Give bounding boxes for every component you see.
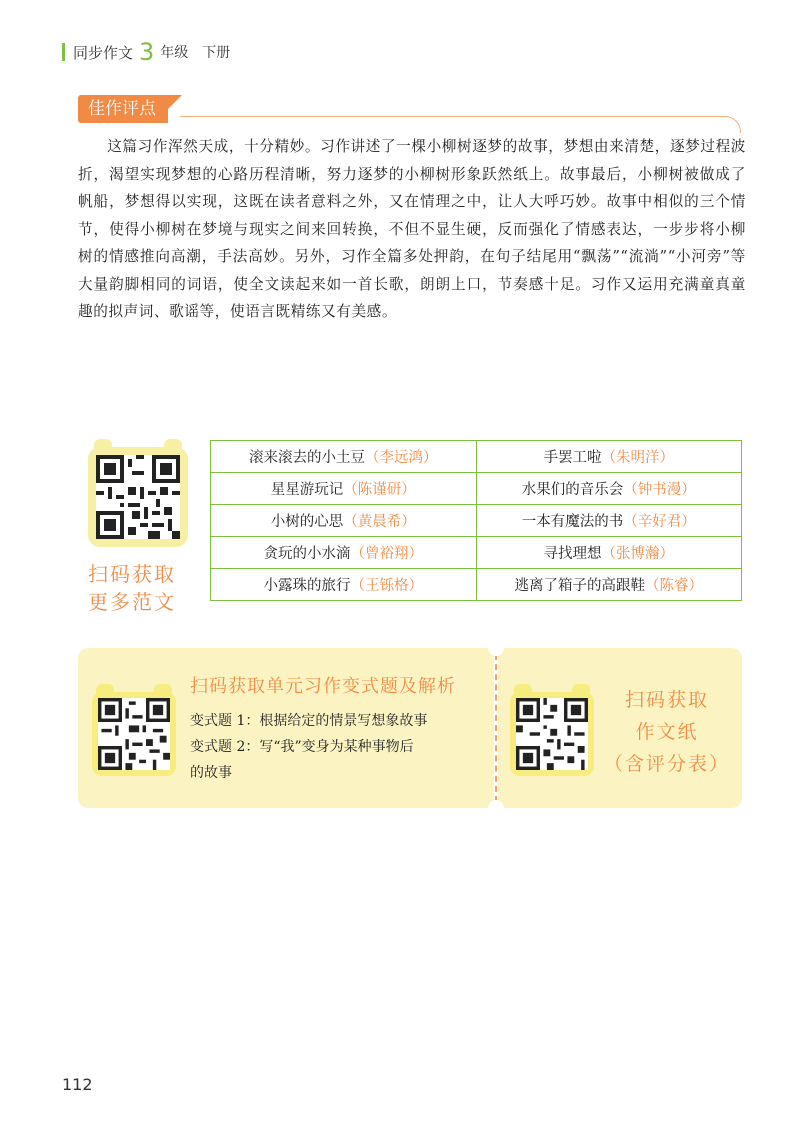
scan-label-line: 扫码获取 xyxy=(88,562,176,586)
table-row xyxy=(211,441,742,473)
essay-cell xyxy=(476,441,742,473)
essay-author: （辛好君） xyxy=(623,514,696,530)
essay-cell xyxy=(476,537,742,569)
banner-variant-list xyxy=(190,708,490,786)
section-title: 佳作评点 xyxy=(78,95,168,123)
essay-author: （钟书漫） xyxy=(623,482,696,498)
variant-line: 变式题 2：写“我”变身为某种事物后 xyxy=(190,739,414,755)
table-row xyxy=(211,537,742,569)
essay-title: 贪玩的小水滴 xyxy=(263,546,351,562)
qr-frame-paper xyxy=(510,692,594,776)
qr-frame-ear xyxy=(164,439,182,453)
review-paragraph: 这篇习作浑然天成，十分精妙。习作讲述了一棵小柳树逐梦的故事，梦想由来清楚，逐梦过程波折，渴望实现梦想的心路历程清晰，努力逐梦的小柳树形象跃然纸上。故事最后，小柳树被做成了帆船，梦想得以实现，这既在读者意料之外，又在情理之中，让人大呼巧妙。故事中相似的三个情节，使得小柳树在梦境与现实之间来回转换，不但不显生硬，反而强化了情感表达，一步步将小柳树的情感推向高潮，手法高妙。另外，习作全篇多处押韵，在句子结尾用“飘荡”“流淌”“小河旁”等大量韵脚相同的词语，使全文读起来如一首长歌，朗朗上口，节奏感十足。习作又运用充满童真童趣的拟声词、歌谣等，使语言既精练又有美感。 xyxy=(78,138,746,320)
essay-title: 滚来滚去的小土豆 xyxy=(249,450,365,466)
paper-label-line: 作文纸 xyxy=(635,721,699,743)
essay-cell xyxy=(211,473,477,505)
table-row xyxy=(211,473,742,505)
variant-line: 的故事 xyxy=(190,765,232,781)
essay-title: 逃离了箱子的高跟鞋 xyxy=(514,578,645,594)
essay-cell xyxy=(211,441,477,473)
essay-author: （曾裕翔） xyxy=(350,546,423,562)
variant-line: 变式题 1：根据给定的情景写想象故事 xyxy=(190,713,428,729)
essay-author: （陈谨研） xyxy=(343,482,416,498)
banner-paper-label xyxy=(602,684,732,780)
essay-title: 星星游玩记 xyxy=(270,482,344,498)
qr-frame-ear xyxy=(154,684,172,698)
essay-cell xyxy=(476,569,742,601)
resource-banner xyxy=(78,648,742,808)
header-accent-bar xyxy=(62,43,65,61)
essay-title: 小树的心思 xyxy=(270,514,344,530)
essay-author: （黄晨希） xyxy=(343,514,416,530)
running-header xyxy=(62,40,230,64)
qr-code-icon xyxy=(96,455,180,539)
qr-frame-ear xyxy=(514,684,532,698)
header-series: 同步作文 xyxy=(73,43,134,62)
essay-cell xyxy=(211,505,477,537)
page-number: 112 xyxy=(62,1075,93,1094)
essay-cell xyxy=(476,473,742,505)
qr-frame-ear xyxy=(96,684,114,698)
scan-more-essays-label xyxy=(88,560,198,616)
section-divider xyxy=(180,116,741,133)
essay-cell xyxy=(211,537,477,569)
header-grade: 年级 xyxy=(160,45,189,61)
essay-list-table xyxy=(210,440,742,601)
essay-title: 一本有魔法的书 xyxy=(521,514,624,530)
essay-author: （陈睿） xyxy=(645,578,703,594)
qr-frame-ear xyxy=(94,439,112,453)
qr-frame-ear xyxy=(572,684,590,698)
qr-code-icon xyxy=(516,698,588,770)
essay-author: （李远鸿） xyxy=(365,450,438,466)
paper-label-line: 扫码获取 xyxy=(624,689,709,711)
scan-label-line: 更多范文 xyxy=(88,590,176,614)
essay-title: 寻找理想 xyxy=(543,546,602,562)
essay-author: （王铄格） xyxy=(350,578,423,594)
qr-frame-more-essays xyxy=(88,447,188,547)
paper-label-line: （含评分表） xyxy=(603,753,730,775)
qr-code-variants[interactable] xyxy=(98,698,170,770)
banner-title: 扫码获取单元习作变式题及解析 xyxy=(190,676,456,697)
qr-code-icon xyxy=(98,698,170,770)
essay-cell xyxy=(476,505,742,537)
qr-code-paper[interactable] xyxy=(516,698,588,770)
essay-author: （张博瀚） xyxy=(601,546,674,562)
table-row xyxy=(211,569,742,601)
essay-title: 水果们的音乐会 xyxy=(521,482,624,498)
essay-cell xyxy=(211,569,477,601)
essay-title: 小露珠的旅行 xyxy=(263,578,351,594)
banner-perforation xyxy=(495,654,497,802)
header-volume: 下册 xyxy=(202,45,231,61)
header-number: 3 xyxy=(139,38,155,66)
qr-frame-variants xyxy=(92,692,176,776)
essay-title: 手罢工啦 xyxy=(543,450,602,466)
table-row xyxy=(211,505,742,537)
qr-code-more-essays[interactable] xyxy=(96,455,180,539)
essay-author: （朱明洋） xyxy=(601,450,674,466)
